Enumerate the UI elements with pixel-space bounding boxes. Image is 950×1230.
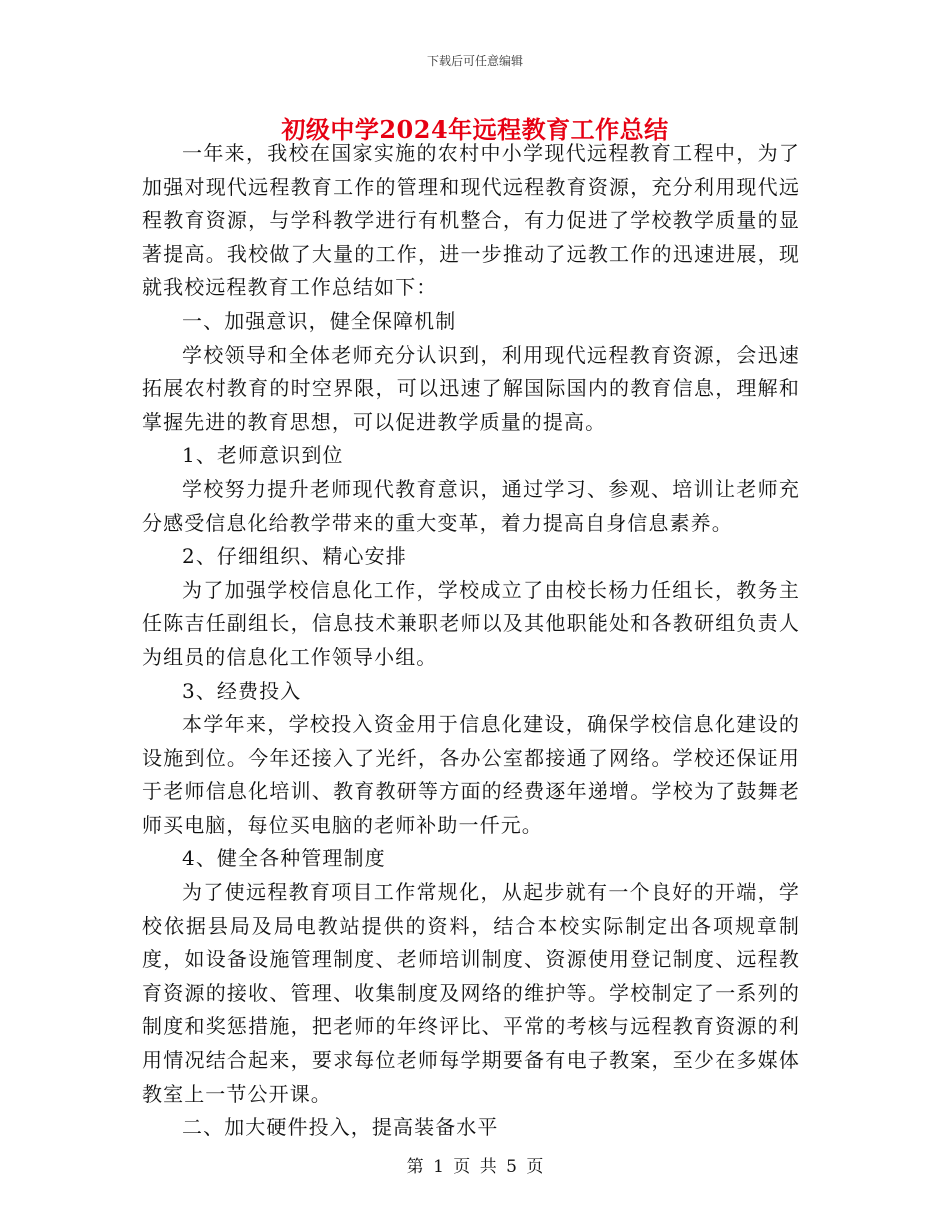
body-paragraph: 为了加强学校信息化工作，学校成立了由校长杨力任组长，教务主任陈吉任副组长，信息技术兼职老师以及其他职能处和各教研组负责人为组员的信息化工作领导小组。 <box>142 577 800 669</box>
page-number: 第 1 页 共 5 页 <box>406 1157 544 1177</box>
subsection-heading-3: 3、经费投入 <box>182 678 302 703</box>
section-heading-2: 二、加大硬件投入，提高装备水平 <box>182 1115 499 1140</box>
body-paragraph: 本学年来，学校投入资金用于信息化建设，确保学校信息化建设的设施到位。今年还接入了光纤，各办公室都接通了网络。学校还保证用于老师信息化培训、教育教研等方面的经费逐年递增。学校为了鼓舞老师买电脑，每位买电脑的老师补助一仟元。 <box>142 712 800 837</box>
intro-paragraph: 一年来，我校在国家实施的农村中小学现代远程教育工程中，为了加强对现代远程教育工作的管理和现代远程教育资源，充分利用现代远程教育资源，与学科教学进行有机整合，有力促进了学校教学质量的显著提高。我校做了大量的工作，进一步推动了远教工作的迅速进展，现就我校远程教育工作总结如下： <box>142 141 800 300</box>
body-paragraph: 为了使远程教育项目工作常规化，从起步就有一个良好的开端，学校依据县局及局电教站提供的资料，结合本校实际制定出各项规章制度，如设备设施管理制度、老师培训制度、资源使用登记制度、远程教育资源的接收、管理、收集制度及网络的维护等。学校制定了一系列的制度和奖惩措施，把老师的年终评比、平常的考核与远程教育资源的利用情况结合起来，要求每位老师每学期要备有电子教案，至少在多媒体教室上一节公开课。 <box>142 880 800 1106</box>
section-heading-1: 一、加强意识，健全保障机制 <box>182 308 457 333</box>
header-note: 下载后可任意编辑 <box>426 54 523 68</box>
subsection-heading-2: 2、仔细组织、精心安排 <box>182 544 407 569</box>
subsection-heading-4: 4、健全各种管理制度 <box>182 846 386 871</box>
document-title: 初级中学2024年远程教育工作总结 <box>281 115 669 144</box>
document-body <box>142 137 800 1145</box>
subsection-heading-1: 1、老师意识到位 <box>182 443 344 468</box>
body-paragraph: 学校领导和全体老师充分认识到，利用现代远程教育资源，会迅速拓展农村教育的时空界限，可以迅速了解国际国内的教育信息，理解和掌握先进的教育思想，可以促进教学质量的提高。 <box>142 342 800 434</box>
body-paragraph: 学校努力提升老师现代教育意识，通过学习、参观、培训让老师充分感受信息化给教学带来的重大变革，着力提高自身信息素养。 <box>142 476 800 535</box>
